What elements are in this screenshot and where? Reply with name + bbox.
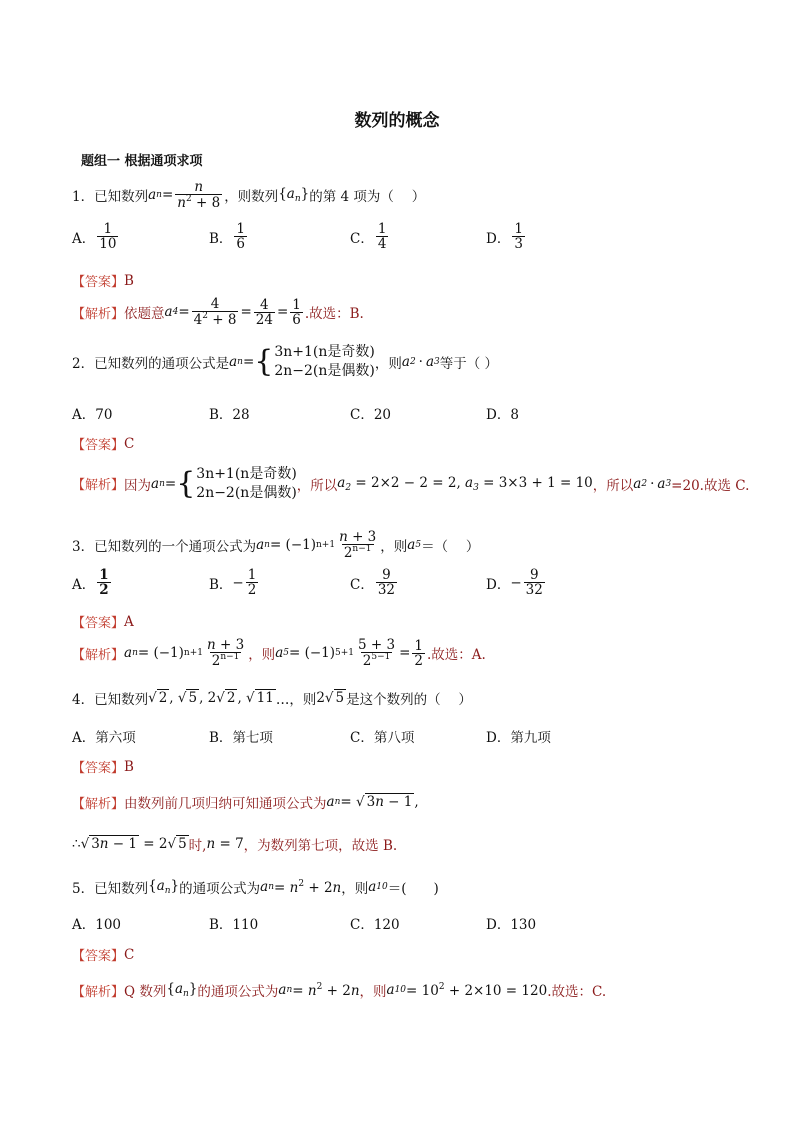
q5-analysis: 【解析】 Q 数列 $\{a_n\}$ 的通项公式为 a n = $n^2 + 2n$ ，则 a 10 = $10^2 + 2\times 10 = 120$ .故选：C. [72,981,607,1000]
q3-analysis: 【解析】 a n = (−1) n+1 $\frac{n + 3}{2^{n-1}}$ ，则 a 5 = (−1) 5+1 $\frac{5 + 3}{2^{5-1}}$ = $\frac{1}{2}$ .故选：A. [72,637,486,670]
q3-option-d: D． − $\frac{9}{32}$ [486,567,543,599]
q5-option-d: D．130 [486,917,537,933]
q1-option-d: D． $\frac{1}{3}$ [486,221,523,253]
question-3: 3． 已知数列的一个通项公式为 a n = (−1) n+1 $\frac{n + 3}{2^{n-1}}$ ，则 a 5 ＝（ ） [72,529,480,562]
q4-option-b: B．第七项 [209,730,273,746]
q3-answer: 【答案】 A [72,613,134,631]
q2-option-a: A．70 [72,407,113,423]
q5-option-c: C．120 [350,917,400,933]
q5-option-b: B．110 [209,917,259,933]
q4-option-c: C．第八项 [350,730,415,746]
q2-option-b: B．28 [209,407,250,423]
q1-option-a: A． $\frac{1}{10}$ [72,221,117,253]
q4-analysis: 【解析】 由数列前几项归纳可知通项公式为 a n = √ 3n − 1 , [72,794,419,812]
q1-text-pre: 已知数列 [94,189,149,206]
question-4: 4． 已知数列 √ 2 , √ 5 , 2√ 2 , √ 11 …，则 2√ 5 是这个数列的（ ） [72,690,472,708]
q2-option-d: D．8 [486,407,519,423]
q1-answer: 【答案】 B [72,272,134,290]
q4-option-d: D．第九项 [486,730,551,746]
q1-fraction: $\frac{n}{n^2 + 8}$ [177,179,221,212]
section-heading: 题组一 根据通项求项 [81,154,203,169]
q1-option-c: C． $\frac{1}{4}$ [350,221,387,253]
q1-analysis: 【解析】 依题意 a 4 = $\frac{4}{4^2 + 8}$ = $\frac{4}{24}$ = $\frac{1}{6}$ .故选：B. [72,296,364,329]
q4-analysis-line2: ∴ √ 3n − 1 = 2√ 5 时, n = 7 ，为数列第七项，故选 B. [72,836,398,854]
q1-number: 1． [72,189,95,206]
q3-option-b: B． − $\frac{1}{2}$ [209,567,257,599]
q2-analysis: 【解析】 因为 a n = { 3n+1(n是奇数) 2n−2(n是偶数) ，所以 $a_2 = 2\times 2 - 2 = 2$, $a_3 = 3\times 3 + 1 = 10$ ，所以 a 2 · a 3 =20.故选 C. [72,465,750,501]
q4-option-a: A．第六项 [72,730,136,746]
q5-answer: 【答案】 C [72,946,135,964]
q1-option-b: B． $\frac{1}{6}$ [209,221,246,253]
q4-answer: 【答案】 B [72,758,134,776]
q3-option-c: C． $\frac{9}{32}$ [350,567,396,599]
page-title: 数列的概念 [354,111,440,131]
question-2: 2． 已知数列的通项公式是 a n = { 3n+1(n是奇数) 2n−2(n是偶数) ，则 a 2 · a 3 等于（ ） [72,343,499,379]
q2-answer: 【答案】 C [72,435,135,453]
q5-option-a: A．100 [72,917,122,933]
question-5: 5． 已知数列 $\{a_n\}$ 的通项公式为 a n = $n^2 + 2n$ ，则 a 10 ＝( ) [72,878,439,897]
q1-text-mid: ，则数列 [224,189,279,206]
q2-option-c: C．20 [350,407,392,423]
q3-option-a: A． $\frac{1}{2}$ [72,567,109,599]
question-1: 1． 已知数列 a n = $\frac{n}{n^2 + 8}$ ，则数列 $\{a_n\}$ 的第 4 项为（ ） [72,179,426,212]
q1-text-post: 的第 4 项为（ ） [309,189,426,206]
